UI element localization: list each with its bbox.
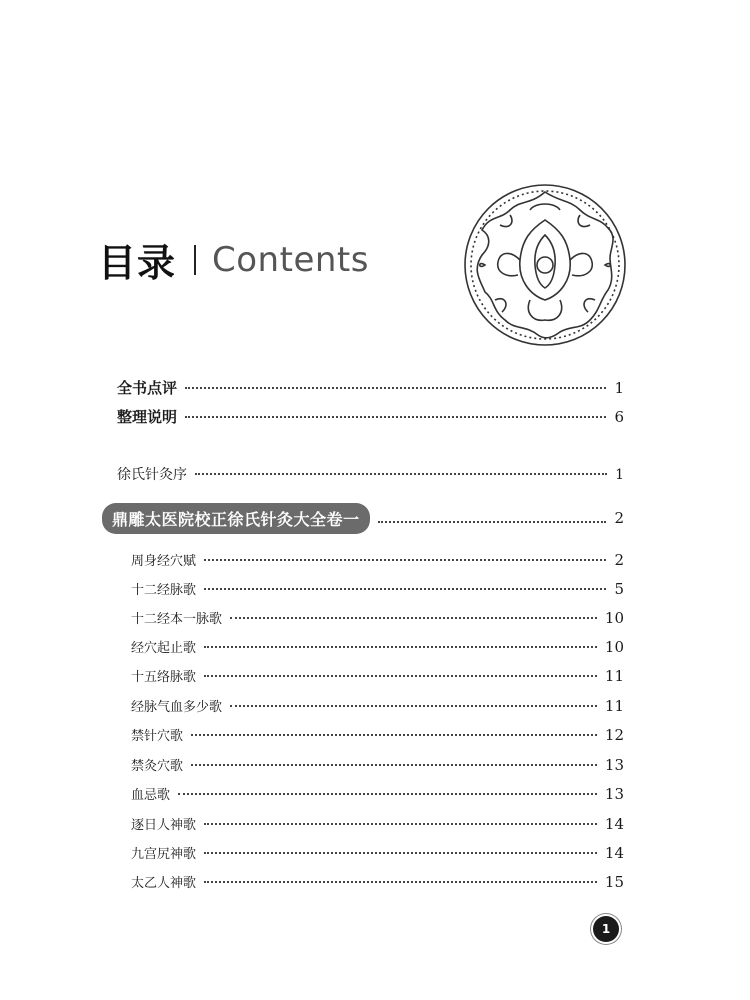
toc-entry-page: 13 [604, 785, 624, 803]
toc-entry[interactable] [131, 784, 624, 803]
toc-entry-label: 逐日人神歌 [131, 818, 197, 833]
toc-entry-label: 整理说明 [117, 408, 178, 426]
leader-dots [185, 416, 606, 418]
leader-dots [191, 764, 597, 766]
toc-entry-page: 10 [604, 609, 624, 627]
page-number-badge: 1 [593, 916, 619, 942]
toc-entry-page: 10 [604, 638, 624, 656]
toc-entry[interactable] [117, 406, 624, 427]
toc-entry-page: 12 [604, 726, 624, 744]
toc-entry[interactable] [131, 725, 624, 744]
toc-entry-page: 14 [604, 815, 624, 833]
leader-dots [185, 387, 606, 389]
toc-entry-label: 十二经本一脉歌 [131, 612, 223, 627]
toc-entry[interactable] [131, 872, 624, 891]
toc-entry-label: 禁针穴歌 [131, 729, 184, 744]
toc-entry-page: 15 [604, 873, 624, 891]
toc-entry-page: 11 [604, 697, 624, 715]
toc-entry[interactable] [131, 755, 624, 774]
toc-entry-preface[interactable] [117, 464, 624, 484]
toc-entry-page: 5 [614, 580, 624, 598]
toc-entry[interactable] [131, 666, 624, 685]
leader-dots [204, 675, 597, 677]
toc-entry-page: 1 [615, 467, 624, 483]
toc-entry-label: 经穴起止歌 [131, 641, 197, 656]
leader-dots [204, 852, 597, 854]
toc-entry-label: 徐氏针灸序 [117, 467, 187, 483]
leader-dots [204, 646, 597, 648]
toc-entry[interactable] [131, 608, 624, 627]
toc-entry-label: 经脉气血多少歌 [131, 700, 223, 715]
leader-dots [195, 473, 607, 475]
leader-dots [230, 705, 597, 707]
toc-entry-label: 全书点评 [117, 379, 178, 397]
toc-volume-heading[interactable] [102, 503, 624, 533]
leader-dots [178, 793, 597, 795]
toc-entry[interactable] [131, 696, 624, 715]
leader-dots [204, 823, 597, 825]
toc-entry-label: 周身经穴赋 [131, 554, 197, 569]
title-chinese: 目录 [98, 241, 177, 285]
volume-title: 鼎雕太医院校正徐氏针灸大全卷一 [102, 503, 370, 534]
toc-entry[interactable] [131, 814, 624, 833]
toc-entry[interactable] [131, 637, 624, 656]
toc-entry[interactable] [117, 377, 624, 398]
toc-entry-label: 十五络脉歌 [131, 670, 197, 685]
leader-dots [204, 881, 597, 883]
toc-entry-page: 13 [604, 756, 624, 774]
leader-dots [204, 588, 606, 590]
toc-entry-label: 禁灸穴歌 [131, 759, 184, 774]
toc-entry-label: 血忌歌 [131, 788, 171, 803]
toc-entry-label: 九宫尻神歌 [131, 847, 197, 862]
toc-entry[interactable] [131, 579, 624, 598]
toc-entry-page: 1 [614, 379, 624, 397]
toc-entry-label: 太乙人神歌 [131, 876, 197, 891]
toc-entry[interactable] [131, 843, 624, 862]
toc-entry-page: 2 [614, 551, 624, 569]
toc-entry-label: 十二经脉歌 [131, 583, 197, 598]
leader-dots [378, 521, 607, 523]
leader-dots [204, 559, 606, 561]
toc-entry[interactable] [131, 550, 624, 569]
leader-dots [230, 617, 597, 619]
volume-page: 2 [614, 509, 624, 527]
title-english: Contents [212, 239, 369, 280]
toc-entry-page: 14 [604, 844, 624, 862]
toc-entry-page: 6 [614, 408, 624, 426]
leader-dots [191, 734, 597, 736]
toc-entry-page: 11 [604, 667, 624, 685]
